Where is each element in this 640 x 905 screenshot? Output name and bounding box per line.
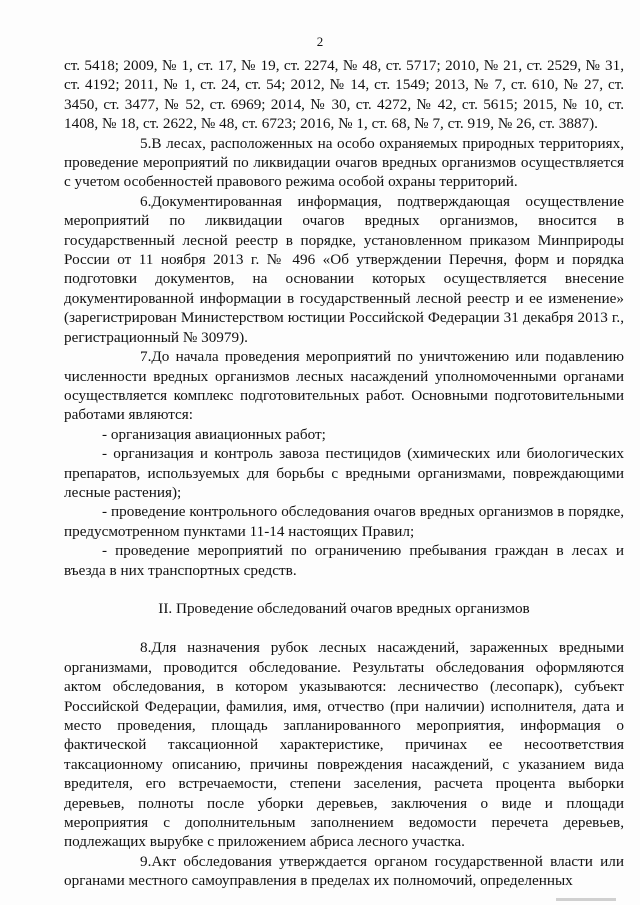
paragraph-8 (64, 638, 624, 851)
paragraph-7-number: 7. (140, 348, 152, 366)
paragraph-7 (64, 347, 624, 425)
paragraph-5 (64, 134, 624, 192)
paragraph-6-text: Документированная информация, подтверждающая осуществление мероприятий по ликвидации очагов вредных организмов, вносится в государственный лесной реестр в порядке, установленном приказом Минприроды России от 11 ноября 2013 г. № 496 «Об утверждении Перечня, форм и порядка подготовки документов, на основании которых осуществляется внесение документированной информации в государственный лесной реестр и ее изменение» (зарегистрирован Министерством юстиции Российской Федерации 31 декабря 2013 г., регистрационный № 30979). (64, 192, 624, 346)
paragraph-8-number: 8. (140, 639, 152, 657)
list-item: - организация и контроль завоза пестицидов (химических или биологических препаратов, используемых для борьбы с вредными организмами, повреждающими лесные растения); (64, 445, 624, 501)
paragraph-5-number: 5. (140, 134, 152, 152)
list-item: - проведение мероприятий по ограничению пребывания граждан в лесах и въезда в них транспортных средств. (64, 542, 624, 579)
page-number: 2 (316, 34, 324, 49)
paragraph-7-text: До начала проведения мероприятий по уничтожению или подавлению численности вредных организмов лесных насаждений уполномоченными органами осуществляется комплекс подготовительных работ. Основными подготовительными работами являются: (64, 348, 624, 424)
paragraph-9-number: 9. (140, 852, 152, 870)
section-heading: II. Проведение обследований очагов вредных организмов (158, 599, 530, 617)
scan-artifact (556, 898, 616, 901)
paragraph-5-text: В лесах, расположенных на особо охраняемых природных территориях, проведение мероприятий по ликвидации очагов вредных организмов осуществляется с учетом особенностей правового режима особой охраны территорий. (64, 134, 624, 191)
list-item: - проведение контрольного обследования очагов вредных организмов в порядке, предусмотренном пунктами 11-14 настоящих Правил; (64, 503, 624, 540)
paragraph-9-text: Акт обследования утверждается органом государственной власти или органами местного самоуправления в пределах их полномочий, определенных (64, 852, 624, 890)
paragraph-6 (64, 192, 624, 347)
paragraph-9 (64, 852, 624, 891)
paragraph-8-text: Для назначения рубок лесных насаждений, зараженных вредными организмами, проводится обследование. Результаты обследования оформляются актом обследования, в котором указываются: лесничество (лесопарк), субъект Российской Федерации, фамилия, имя, отчество (при наличии) исполнителя, дата и место проведения, площадь запланированного мероприятия, информация о фактической таксационной характеристике, причинах ее несоответствия таксационному описанию, причины повреждения насаждений, с указанием вида вредителя, его встречаемости, степени заселения, расчета процента выборки деревьев, полноты после уборки деревьев, заключения о виде и площади мероприятия с дополнительным заполнением ведомости перечета деревьев, подлежащих вырубке с приложением абриса лесного участка. (64, 639, 624, 851)
list-item: - организация авиационных работ; (102, 425, 326, 443)
paragraph-6-number: 6. (140, 192, 152, 210)
paragraph-continuation: ст. 5418; 2009, № 1, ст. 17, № 19, ст. 2274, № 48, ст. 5717; 2010, № 21, ст. 2529, № 31, ст. 4192; 2011, № 1, ст. 24, ст. 54; 2012, № 14, ст. 1549; 2013, № 7, ст. 610, № 27, ст. 3450, ст. 3477, № 52, ст. 6969; 2014, № 30, ст. 4272, № 42, ст. 5615; 2015, № 10, ст. 1408, № 18, ст. 2622, № 48, ст. 6723; 2016, № 1, ст. 68, № 7, ст. 919, № 26, ст. 3887). (64, 57, 624, 133)
document-body (64, 56, 624, 891)
